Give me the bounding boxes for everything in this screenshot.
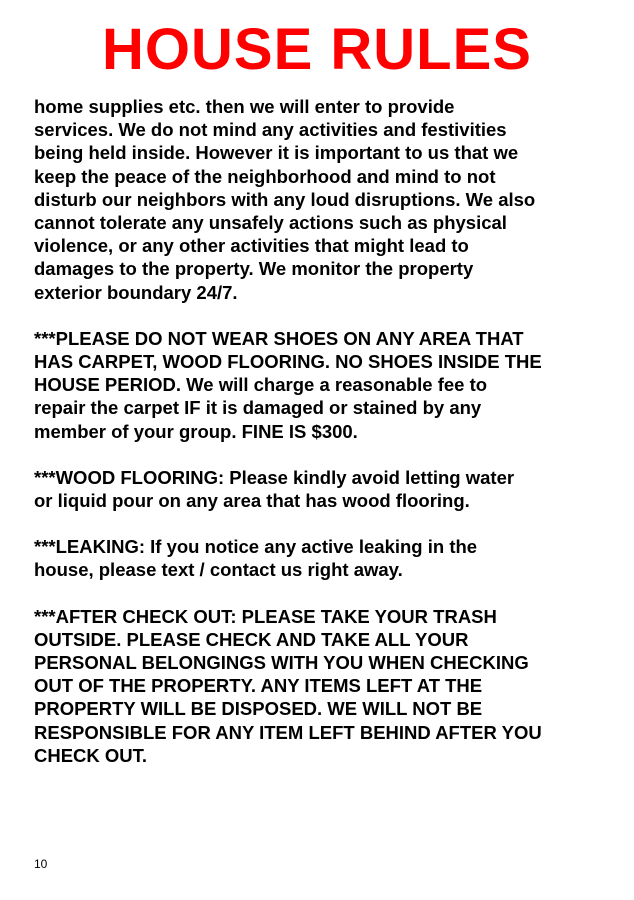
- text-line: OUT OF THE PROPERTY. ANY ITEMS LEFT AT THE: [34, 675, 483, 697]
- text-line: services. We do not mind any activities and festivities: [34, 119, 507, 141]
- text-line: PERSONAL BELONGINGS WITH YOU WHEN CHECKING: [34, 652, 529, 674]
- page-title: HOUSE RULES: [102, 17, 532, 82]
- text-line: being held inside. However it is important to us that we: [34, 142, 519, 164]
- paragraph-property-use: [34, 95, 594, 304]
- text-line: disturb our neighbors with any loud disruptions. We also: [34, 188, 536, 210]
- text-line: PROPERTY WILL BE DISPOSED. WE WILL NOT BE: [34, 698, 483, 720]
- paragraph-check-out: [34, 605, 594, 767]
- text-line: repair the carpet IF it is damaged or stained by any: [34, 397, 482, 419]
- paragraph-no-shoes: [34, 327, 594, 443]
- text-line: ***LEAKING: If you notice any active leaking in the: [34, 536, 478, 558]
- text-line: house, please text / contact us right away.: [34, 559, 403, 581]
- text-line: HOUSE PERIOD. We will charge a reasonable fee to: [34, 374, 488, 396]
- text-line: cannot tolerate any unsafely actions such as physical: [34, 212, 507, 234]
- text-line: RESPONSIBLE FOR ANY ITEM LEFT BEHIND AFTER YOU: [34, 721, 542, 743]
- text-line: ***PLEASE DO NOT WEAR SHOES ON ANY AREA THAT: [34, 327, 524, 349]
- paragraph-wood-flooring: [34, 466, 594, 512]
- paragraph-leaking: [34, 535, 594, 581]
- text-line: HAS CARPET, WOOD FLOORING. NO SHOES INSIDE THE: [34, 351, 542, 373]
- page-number: 10: [34, 857, 48, 871]
- text-line: exterior boundary 24/7.: [34, 281, 238, 303]
- text-line: ***WOOD FLOORING: Please kindly avoid letting water: [34, 466, 515, 488]
- rules-body: [34, 95, 594, 790]
- text-line: ***AFTER CHECK OUT: PLEASE TAKE YOUR TRASH: [34, 605, 497, 627]
- text-line: OUTSIDE. PLEASE CHECK AND TAKE ALL YOUR: [34, 628, 469, 650]
- text-line: or liquid pour on any area that has wood flooring.: [34, 490, 470, 512]
- text-line: member of your group. FINE IS $300.: [34, 420, 358, 442]
- text-line: CHECK OUT.: [34, 744, 148, 766]
- text-line: violence, or any other activities that might lead to: [34, 235, 469, 257]
- text-line: keep the peace of the neighborhood and mind to not: [34, 165, 496, 187]
- text-line: damages to the property. We monitor the property: [34, 258, 474, 280]
- text-line: home supplies etc. then we will enter to provide: [34, 96, 455, 117]
